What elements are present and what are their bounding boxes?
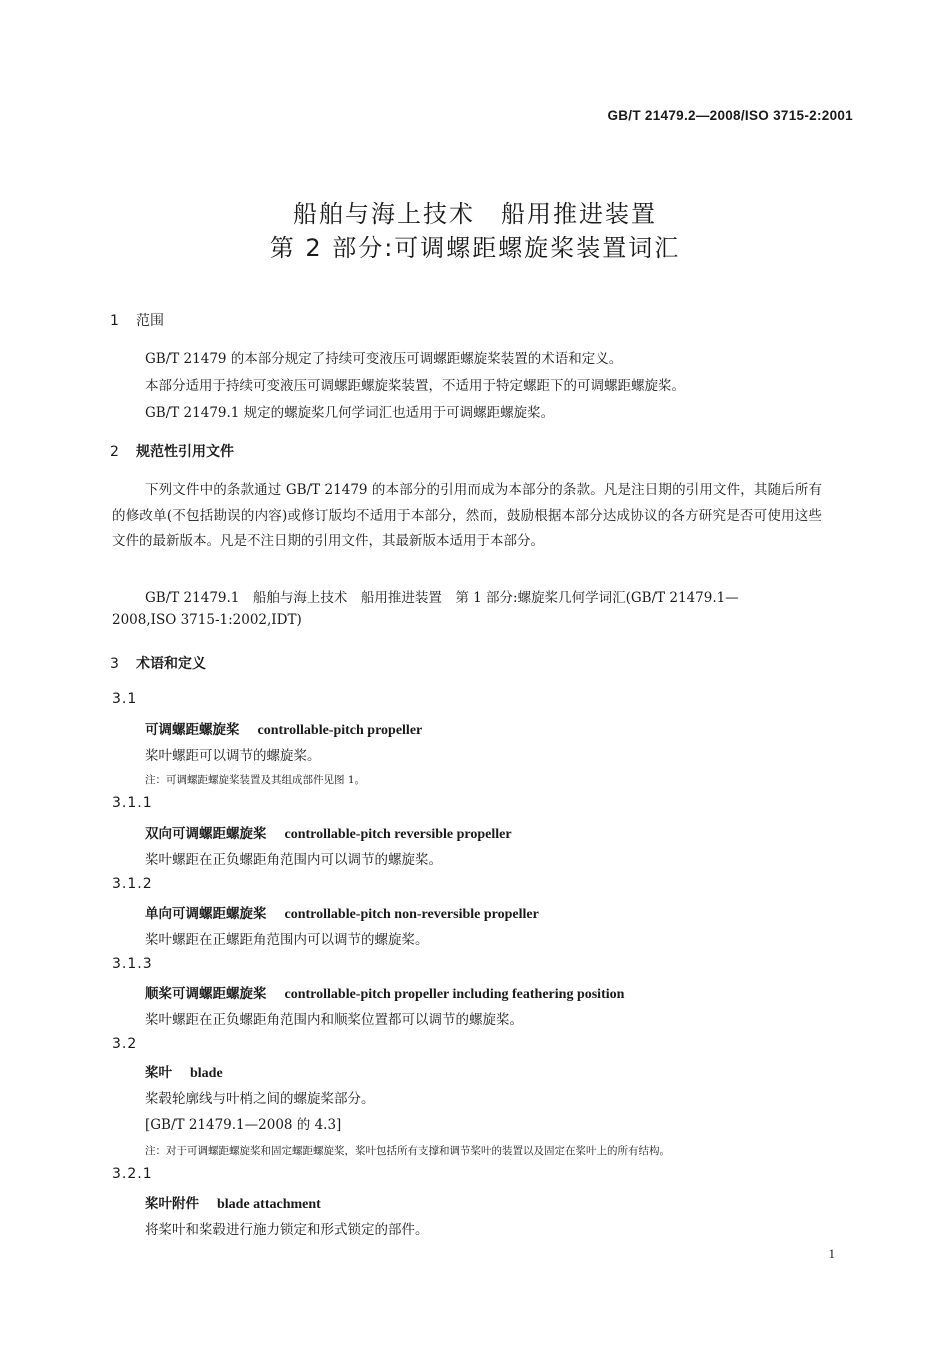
term-heading (145, 902, 539, 923)
page-number: 1 (828, 1246, 835, 1261)
document-title-line-1: 船舶与海上技术 船用推进装置 (293, 200, 657, 228)
section-number: 2 (110, 444, 119, 460)
section-title: 范围 (136, 313, 164, 329)
standard-code: GB/T 21479.2—2008/ISO 3715-2:2001 (607, 108, 853, 123)
term-heading (145, 982, 624, 1003)
term-chinese: 桨叶附件 (145, 1196, 199, 1212)
section-number: 3 (110, 656, 119, 672)
term-english: blade (190, 1066, 223, 1081)
term-english: controllable-pitch reversible propeller (284, 827, 512, 842)
term-definition: 将桨叶和桨毂进行施力锁定和形式锁定的部件。 (145, 1222, 429, 1238)
term-english: controllable-pitch propeller including feathering position (284, 987, 625, 1002)
reference-entry-line-2: 2008,ISO 3715-1:2002,IDT) (112, 612, 302, 628)
clause-number: 3.2.1 (112, 1166, 153, 1182)
term-heading (145, 718, 422, 739)
term-note: 注：对于可调螺距螺旋桨和固定螺距螺旋桨，桨叶包括所有支撑和调节桨叶的装置以及固定在桨叶上的所有结构。 (145, 1145, 670, 1157)
clause-number: 3.1.2 (112, 876, 153, 892)
section-title: 规范性引用文件 (136, 444, 234, 460)
paragraph: GB/T 21479.1 规定的螺旋桨几何学词汇也适用于可调螺距螺旋桨。 (145, 405, 555, 421)
term-source-reference: [GB/T 21479.1—2008 的 4.3] (145, 1117, 342, 1133)
term-chinese: 可调螺距螺旋桨 (145, 722, 240, 738)
clause-number: 3.1.3 (112, 956, 153, 972)
term-heading (145, 1192, 321, 1213)
clause-number: 3.2 (112, 1036, 138, 1052)
term-chinese: 桨叶 (145, 1065, 172, 1081)
term-english: blade attachment (217, 1197, 321, 1212)
term-definition: 桨叶螺距在正负螺距角范围内可以调节的螺旋桨。 (145, 852, 442, 868)
section-number: 1 (110, 313, 119, 329)
term-note: 注：可调螺距螺旋桨装置及其组成部件见图 1。 (145, 774, 366, 786)
term-heading (145, 822, 512, 843)
term-english: controllable-pitch non-reversible propeller (284, 907, 539, 922)
term-chinese: 单向可调螺距螺旋桨 (145, 906, 267, 922)
term-definition: 桨叶螺距在正螺距角范围内可以调节的螺旋桨。 (145, 932, 429, 948)
reference-entry-line-1: GB/T 21479.1 船舶与海上技术 船用推进装置 第 1 部分:螺旋桨几何学词汇(GB/T 21479.1— (145, 590, 739, 606)
section-2-heading (110, 441, 234, 461)
section-title: 术语和定义 (136, 656, 206, 672)
section-1-heading (110, 310, 164, 330)
paragraph: GB/T 21479 的本部分规定了持续可变液压可调螺距螺旋桨装置的术语和定义。 (145, 351, 623, 367)
section-3-heading (110, 653, 206, 673)
document-title-line-2: 第 2 部分:可调螺距螺旋桨装置词汇 (269, 234, 681, 262)
paragraph: 本部分适用于持续可变液压可调螺距螺旋桨装置，不适用于特定螺距下的可调螺距螺旋桨。 (145, 378, 685, 394)
term-heading (145, 1061, 223, 1082)
clause-number: 3.1 (112, 691, 138, 707)
term-definition: 桨叶螺距可以调节的螺旋桨。 (145, 748, 321, 764)
term-definition: 桨叶螺距在正负螺距角范围内和顺桨位置都可以调节的螺旋桨。 (145, 1012, 523, 1028)
term-chinese: 顺桨可调螺距螺旋桨 (145, 986, 267, 1002)
term-chinese: 双向可调螺距螺旋桨 (145, 826, 267, 842)
term-english: controllable-pitch propeller (257, 723, 423, 738)
normative-references-intro: 下列文件中的条款通过 GB/T 21479 的本部分的引用而成为本部分的条款。凡是注日期的引用文件，其随后所有的修改单(不包括勘误的内容)或修订版均不适用于本部分，然而，鼓励根据本部分达成协议的各方研究是否可使用这些文件的最新版本。凡是不注日期的引用文件，其最新版本适用于本部分。 (112, 482, 822, 549)
clause-number: 3.1.1 (112, 795, 153, 811)
term-definition: 桨毂轮廓线与叶梢之间的螺旋桨部分。 (145, 1091, 375, 1107)
